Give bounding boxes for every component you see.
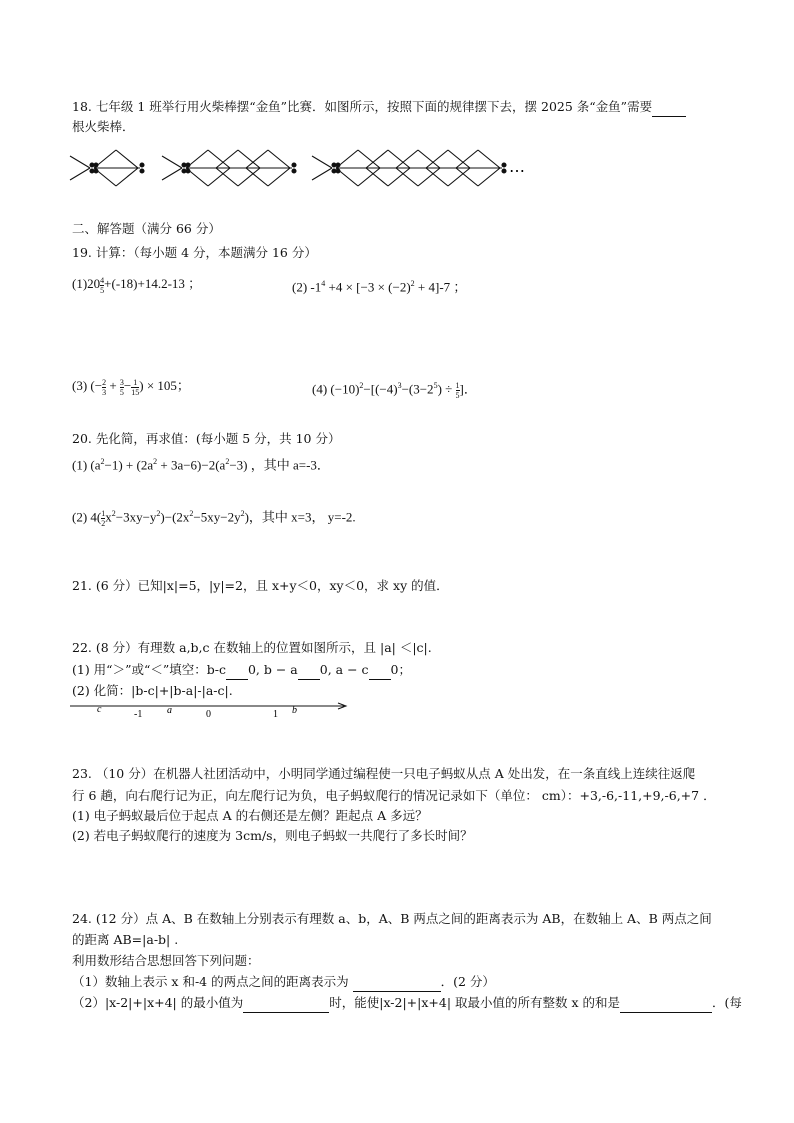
q24-line3: 利用数形结合思想回答下列问题： xyxy=(72,953,260,968)
label-minus-one: -1 xyxy=(134,709,143,720)
match-head xyxy=(502,169,506,173)
matchstick xyxy=(312,156,332,168)
label-one: 1 xyxy=(273,709,278,720)
q24-blank-3[interactable] xyxy=(620,994,712,1013)
matchstick xyxy=(94,150,116,168)
matchstick xyxy=(116,150,138,168)
matchstick xyxy=(70,168,90,180)
label-a: a xyxy=(167,705,172,716)
q22-blank-3[interactable] xyxy=(369,661,391,680)
q20-part1: (1) $(a^2-1) + (2a^2 + 3a-6)-2(a^2-3)$ ，其中 a=-3． xyxy=(72,457,330,473)
matchstick xyxy=(186,168,208,186)
q22-line1: 22. (8 分）有理数 a,b,c 在数轴上的位置如图所示，且 |a| ＜|c|. xyxy=(72,640,432,655)
label-zero: 0 xyxy=(206,709,211,720)
matchstick xyxy=(70,156,90,168)
q22-blank-1[interactable] xyxy=(226,661,248,680)
label-c: c xyxy=(97,704,102,715)
q22-line2: (1) 用“＞”或“＜”填空：b-c 0, b − a 0, a − c 0； xyxy=(72,661,411,680)
matchstick xyxy=(94,168,116,186)
q19-title: 19. 计算：（每小题 4 分，本题满分 16 分） xyxy=(72,245,317,260)
section2-title: 二、解答题（满分 66 分） xyxy=(72,221,221,236)
q22-blank-2[interactable] xyxy=(298,661,320,680)
number-line xyxy=(68,698,358,724)
matchstick xyxy=(268,150,290,168)
q23-line3: (1) 电子蚂蚁最后位于起点 A 的右侧还是左侧？距起点 A 多远？ xyxy=(72,808,428,823)
matchstick xyxy=(478,168,500,186)
matchstick xyxy=(478,150,500,168)
match-head xyxy=(332,169,336,173)
q24-blank-1[interactable] xyxy=(353,973,441,992)
q18-line2: 根火柴棒． xyxy=(72,119,135,134)
q18-answer-blank[interactable] xyxy=(652,98,686,117)
q21-text: 21. (6 分）已知|x|=5，|y|=2，且 x+y＜0，xy＜0，求 xy 的值． xyxy=(72,578,449,593)
q19-part1: (1)20 $\frac{4}{5}$ +(-18)+14.2-13 ； xyxy=(72,275,202,295)
match-head xyxy=(332,163,336,167)
matchstick xyxy=(336,168,358,186)
match-head xyxy=(182,169,186,173)
matchstick xyxy=(312,168,332,180)
q22-line3: (2) 化简：|b-c|+|b-a|-|a-c|. xyxy=(72,683,233,698)
matchstick-fish-figure xyxy=(66,142,536,194)
q23-line4: (2) 若电子蚂蚁爬行的速度为 3cm/s，则电子蚂蚁一共爬行了多长时间？ xyxy=(72,828,473,843)
q19-p1-fraction: $\frac{4}{5}$ xyxy=(100,275,105,295)
matchstick xyxy=(162,156,182,168)
q24-line4: （1）数轴上表示 x 和-4 的两点之间的距离表示为 ．(2 分） xyxy=(72,973,495,992)
q19-part3: (3) (− $\frac{2}{3}$ + $\frac{3}{5}$ − $\frac{1}{15}$ ) × 105； xyxy=(72,377,190,397)
matchstick xyxy=(116,168,138,186)
matchstick xyxy=(336,150,358,168)
q19-part2: (2) $-1^4 +4 \times [-3 \times (-2)^2 + 4]-7$ ； xyxy=(292,279,467,295)
match-head xyxy=(182,163,186,167)
match-head xyxy=(502,163,506,167)
match-head xyxy=(90,169,94,173)
matchstick xyxy=(268,168,290,186)
label-b: b xyxy=(292,705,297,716)
match-head xyxy=(90,163,94,167)
q18-line1: 18. 七年级 1 班举行用火柴棒摆“金鱼”比赛．如图所示，按照下面的规律摆下去，摆 2025 条“金鱼”需要 xyxy=(72,98,686,117)
q19-part4: (4) $(-10)^2-[(-4)^3-(3-2^5)$ ÷ $\frac{1}{5}$ ]． xyxy=(312,380,477,400)
figure-ellipsis: … xyxy=(509,157,525,176)
q20-part2: (2) 4( $\frac{1}{2}$ $x^2-3xy-y^2)-(2x^2-5xy-2y^2)$，其中 x=3， y=-2. xyxy=(72,508,356,528)
q24-line1: 24. (12 分）点 A、B 在数轴上分别表示有理数 a、b，A、B 两点之间的距离表示为 AB，在数轴上 A、B 两点之间 xyxy=(72,911,712,926)
q24-blank-2[interactable] xyxy=(243,994,329,1013)
match-head xyxy=(292,169,296,173)
q24-line5: （2）|x-2|+|x+4| 的最小值为 时，能使|x-2|+|x+4| 取最小值的所有整数 x 的和是 ．(每 xyxy=(72,994,742,1013)
match-head xyxy=(140,169,144,173)
matchstick xyxy=(186,150,208,168)
q23-line2: 行 6 趟，向右爬行记为正，向左爬行记为负，电子蚂蚁爬行的情况记录如下（单位： cm）：+3,-6,-11,+9,-6,+7 ． xyxy=(72,788,716,803)
matchstick xyxy=(162,168,182,180)
match-head xyxy=(292,163,296,167)
q20-title: 20. 先化简，再求值：(每小题 5 分，共 10 分） xyxy=(72,431,341,446)
q23-line1: 23. （10 分）在机器人社团活动中，小明同学通过编程使一只电子蚂蚁从点 A 处出发，在一条直线上连续往返爬 xyxy=(72,766,696,781)
match-head xyxy=(140,163,144,167)
q24-line2: 的距离 AB=|a-b| . xyxy=(72,932,179,947)
